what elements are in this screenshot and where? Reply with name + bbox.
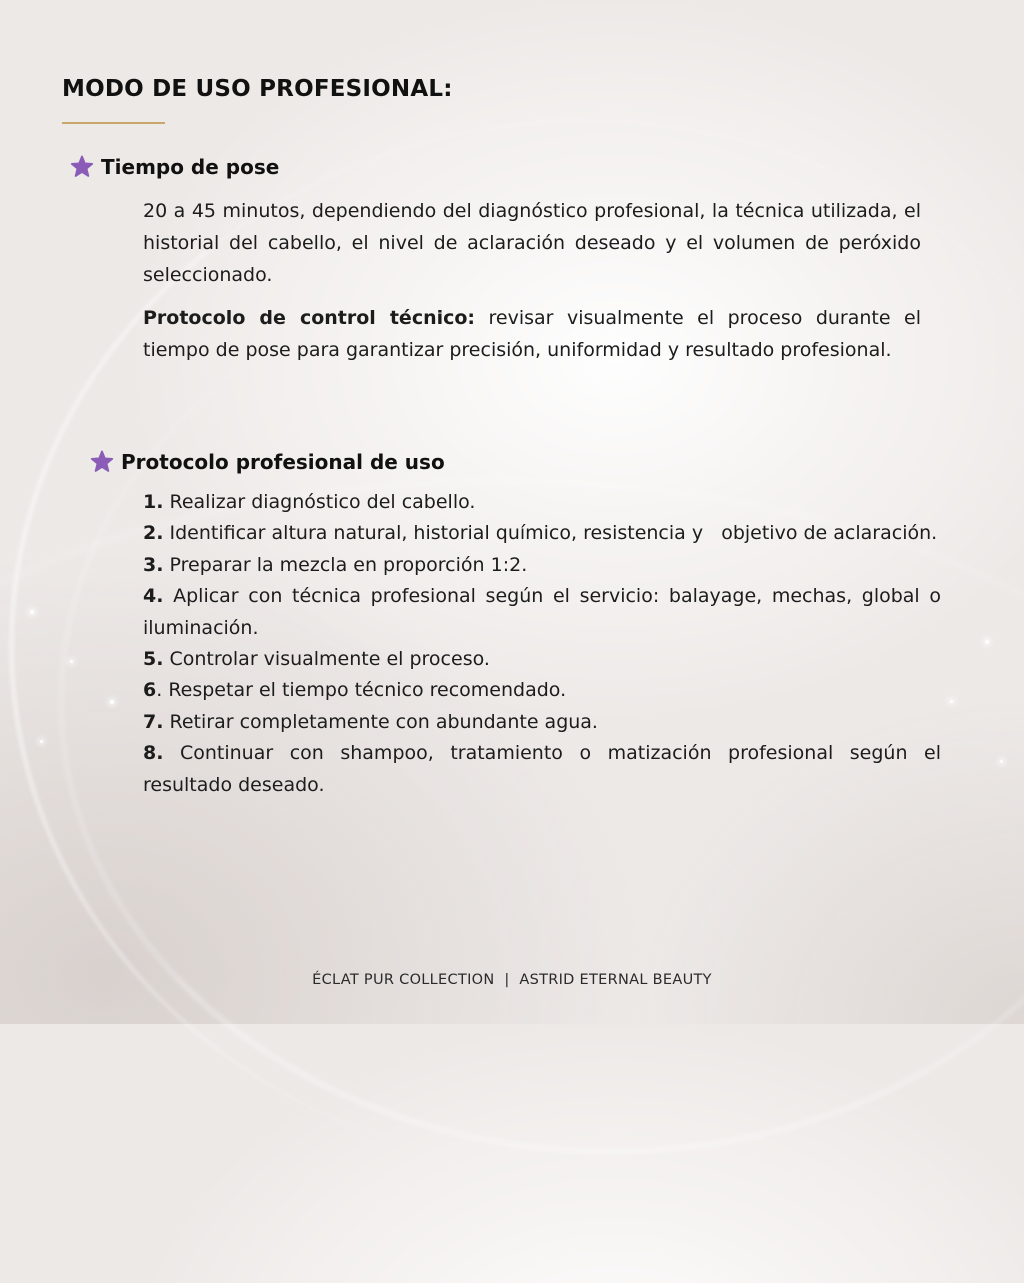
list-item: [143, 581, 941, 644]
step-number: 5.: [143, 648, 164, 671]
list-item: [143, 738, 941, 801]
step-number: 7.: [143, 710, 164, 733]
list-item: [143, 518, 941, 549]
list-item: [143, 675, 941, 706]
page-title: MODO DE USO PROFESIONAL:: [62, 76, 453, 102]
step-text: Retirar completamente con abundante agua.: [163, 710, 598, 733]
section-heading-label: Protocolo profesional de uso: [121, 450, 445, 474]
step-text: Controlar visualmente el proceso.: [163, 648, 490, 671]
sparkle: [70, 660, 73, 663]
step-number: 3.: [143, 553, 164, 576]
sparkle: [30, 610, 34, 614]
footer-brand: ÉCLAT PUR COLLECTION | ASTRID ETERNAL BEAUTY: [312, 972, 712, 988]
control-protocol-text: revisar visualmente el proceso durante el tiempo de pose para garantizar precisión, uniformidad y resultado profesional.: [143, 307, 922, 361]
sparkle: [1000, 760, 1003, 763]
sparkle: [40, 740, 43, 743]
pose-time-paragraph: 20 a 45 minutos, dependiendo del diagnóstico profesional, la técnica utilizada, el historial del cabello, el nivel de aclaración deseado y el volumen de peróxido seleccionado.: [143, 200, 921, 286]
sparkle: [985, 640, 989, 644]
step-number: 2.: [143, 522, 164, 545]
step-number: 8.: [143, 742, 164, 765]
list-item: [143, 487, 941, 518]
sparkle: [110, 700, 114, 704]
step-text: Realizar diagnóstico del cabello.: [163, 491, 476, 513]
step-number: 4.: [143, 585, 164, 608]
step-text: Continuar con shampoo, tratamiento o matización profesional según el resultado deseado.: [143, 742, 941, 796]
step-number: 6: [143, 679, 157, 702]
list-item: [143, 644, 941, 675]
step-text: Identificar altura natural, historial químico, resistencia y objetivo de aclaración.: [163, 522, 938, 545]
section-heading-protocolo: [89, 449, 445, 475]
section-heading-label: Tiempo de pose: [101, 155, 280, 179]
step-text: Preparar la mezcla en proporción 1:2.: [163, 553, 528, 576]
star-icon: [89, 449, 115, 475]
star-icon: [69, 154, 95, 180]
step-number: 1.: [143, 491, 164, 513]
list-item: [143, 707, 941, 738]
steps-list: [143, 487, 941, 801]
control-protocol-paragraph: [143, 302, 921, 366]
title-underline: [62, 122, 165, 124]
step-text: Aplicar con técnica profesional según el servicio: balayage, mechas, global o iluminación.: [143, 585, 941, 639]
sparkle: [950, 700, 953, 703]
list-item: [143, 550, 941, 581]
section-heading-tiempo-de-pose: [69, 154, 279, 180]
control-protocol-label: Protocolo de control técnico:: [143, 307, 476, 329]
step-text: . Respetar el tiempo técnico recomendado.: [156, 679, 567, 702]
